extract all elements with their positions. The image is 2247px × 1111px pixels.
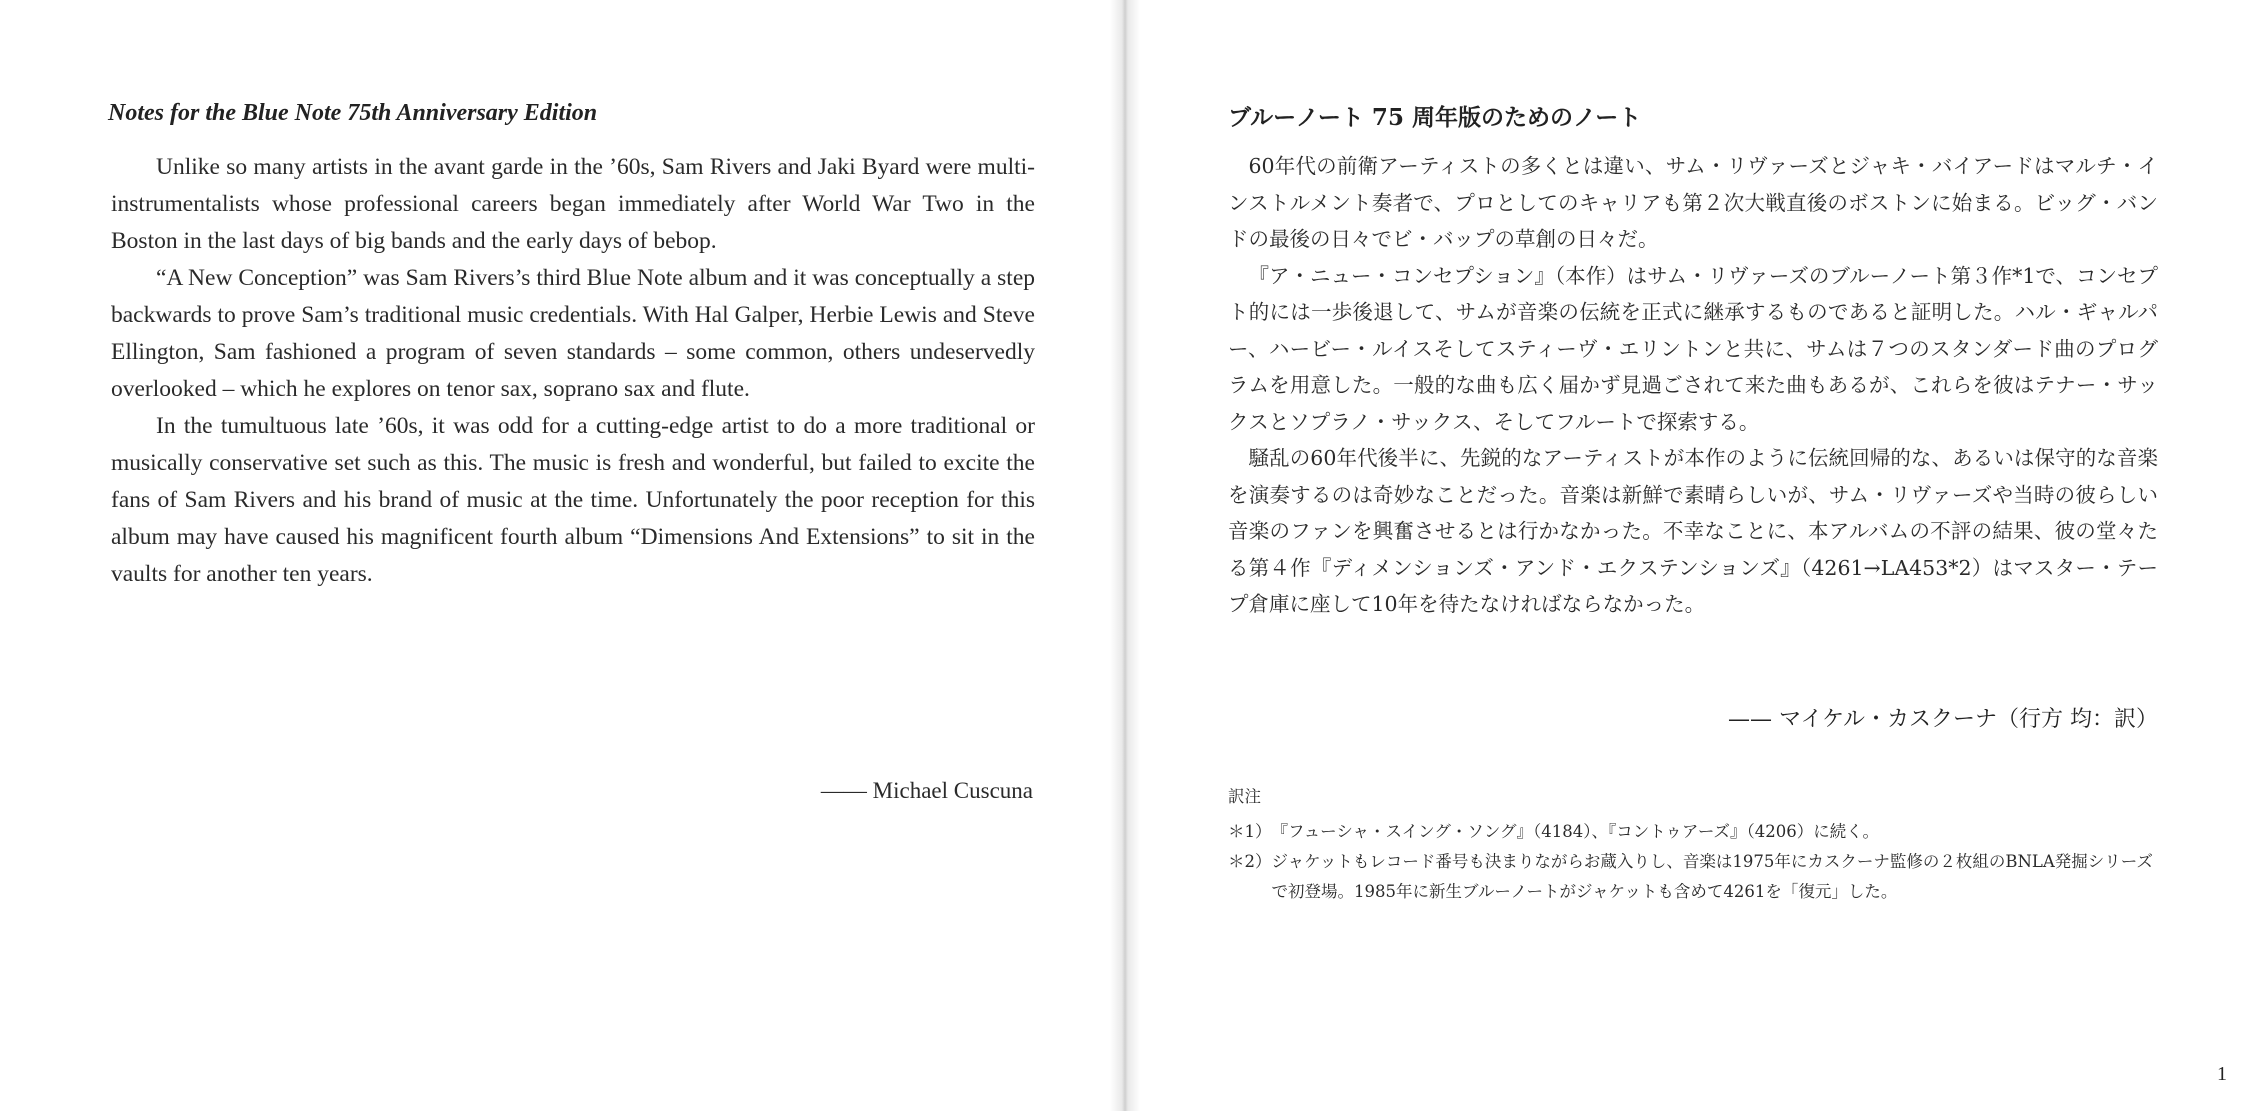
notes-heading: 訳注 bbox=[1228, 787, 1261, 806]
english-paragraph: Unlike so many artists in the avant garde in the ’60s, Sam Rivers and Jaki Byard were multi-instrumentalists whose professional careers began immediately after World War Two in the Boston in the last days of big bands and the early days of bebop. bbox=[111, 154, 1035, 254]
note-marker: ＊1） bbox=[1228, 822, 1272, 841]
english-title: Notes for the Blue Note 75th Anniversary Edition bbox=[108, 100, 598, 126]
japanese-paragraph: 『ア・ニュー・コンセプション』（本作）はサム・リヴァーズのブルーノート第３作*1で、コンセプト的には一歩後退して、サムが音楽の伝統を正式に継承するものであると証明した。ハル・ギャルパー、ハービー・ルイスそしてスティーヴ・エリントンと共に、サムは７つのスタンダード曲のプログラムを用意した。一般的な曲も広く届かず見過ごされて来た曲もあるが、これらを彼はテナー・サックスとソプラノ・サックス、そしてフルートで探索する。 bbox=[1228, 263, 2158, 434]
english-page bbox=[0, 0, 1110, 1111]
english-paragraph: In the tumultuous late ’60s, it was odd for a cutting-edge artist to do a more traditional or musically conservative set such as this. The music is fresh and wonderful, but failed to excite the fans of Sam Rivers and his brand of music at the time. Unfortunately the poor reception for this album may have caused his magnificent fourth album “Dimensions And Extensions” to sit in the vaults for another ten years. bbox=[111, 413, 1035, 587]
note-text: ジャケットもレコード番号も決まりながらお蔵入りし、音楽は1975年にカスクーナ監修の２枚組のBNLA発掘シリーズで初登場。1985年に新生ブルーノートがジャケットも含めて4261を「復元」した。 bbox=[1271, 852, 2153, 901]
japanese-page bbox=[1140, 0, 2247, 1111]
note-text: 『フューシャ・スイング・ソング』（4184）、『コントゥアーズ』（4206）に続く。 bbox=[1271, 822, 1879, 841]
english-signature: —— Michael Cuscuna bbox=[820, 778, 1033, 803]
note-item bbox=[1228, 847, 2158, 907]
page-number: 1 bbox=[2217, 1063, 2227, 1085]
japanese-title: ブルーノート 75 周年版のためのノート bbox=[1228, 104, 1642, 131]
english-paragraph: “A New Conception” was Sam Rivers’s third Blue Note album and it was conceptually a step backwards to prove Sam’s traditional music credentials. With Hal Galper, Herbie Lewis and Steve Ellington, Sam fashioned a program of seven standards – some common, others undeservedly overlooked – which he explores on tenor sax, soprano sax and flute. bbox=[111, 265, 1035, 402]
note-marker: ＊2） bbox=[1228, 852, 1272, 871]
translator-notes bbox=[1228, 783, 2158, 907]
japanese-body bbox=[1228, 148, 2158, 623]
note-item bbox=[1228, 817, 2158, 847]
japanese-signature: —— マイケル・カスクーナ（行方 均：訳） bbox=[1727, 707, 2158, 732]
english-body bbox=[111, 149, 1035, 593]
japanese-paragraph: 60年代の前衛アーティストの多くとは違い、サム・リヴァーズとジャキ・バイアードはマルチ・インストルメント奏者で、プロとしてのキャリアも第２次大戦直後のボストンに始まる。ビッグ・バンドの最後の日々でビ・バップの草創の日々だ。 bbox=[1228, 154, 2158, 251]
japanese-paragraph: 騒乱の60年代後半に、先鋭的なアーティストが本作のように伝統回帰的な、あるいは保守的な音楽を演奏するのは奇妙なことだった。音楽は新鮮で素晴らしいが、サム・リヴァーズや当時の彼らしい音楽のファンを興奮させるとは行かなかった。不幸なことに、本アルバムの不評の結果、彼の堂々たる第４作『ディメンションズ・アンド・エクステンションズ』（4261→LA453*2）はマスター・テープ倉庫に座して10年を待たなければならなかった。 bbox=[1228, 446, 2158, 616]
page-gutter bbox=[1110, 0, 1140, 1111]
